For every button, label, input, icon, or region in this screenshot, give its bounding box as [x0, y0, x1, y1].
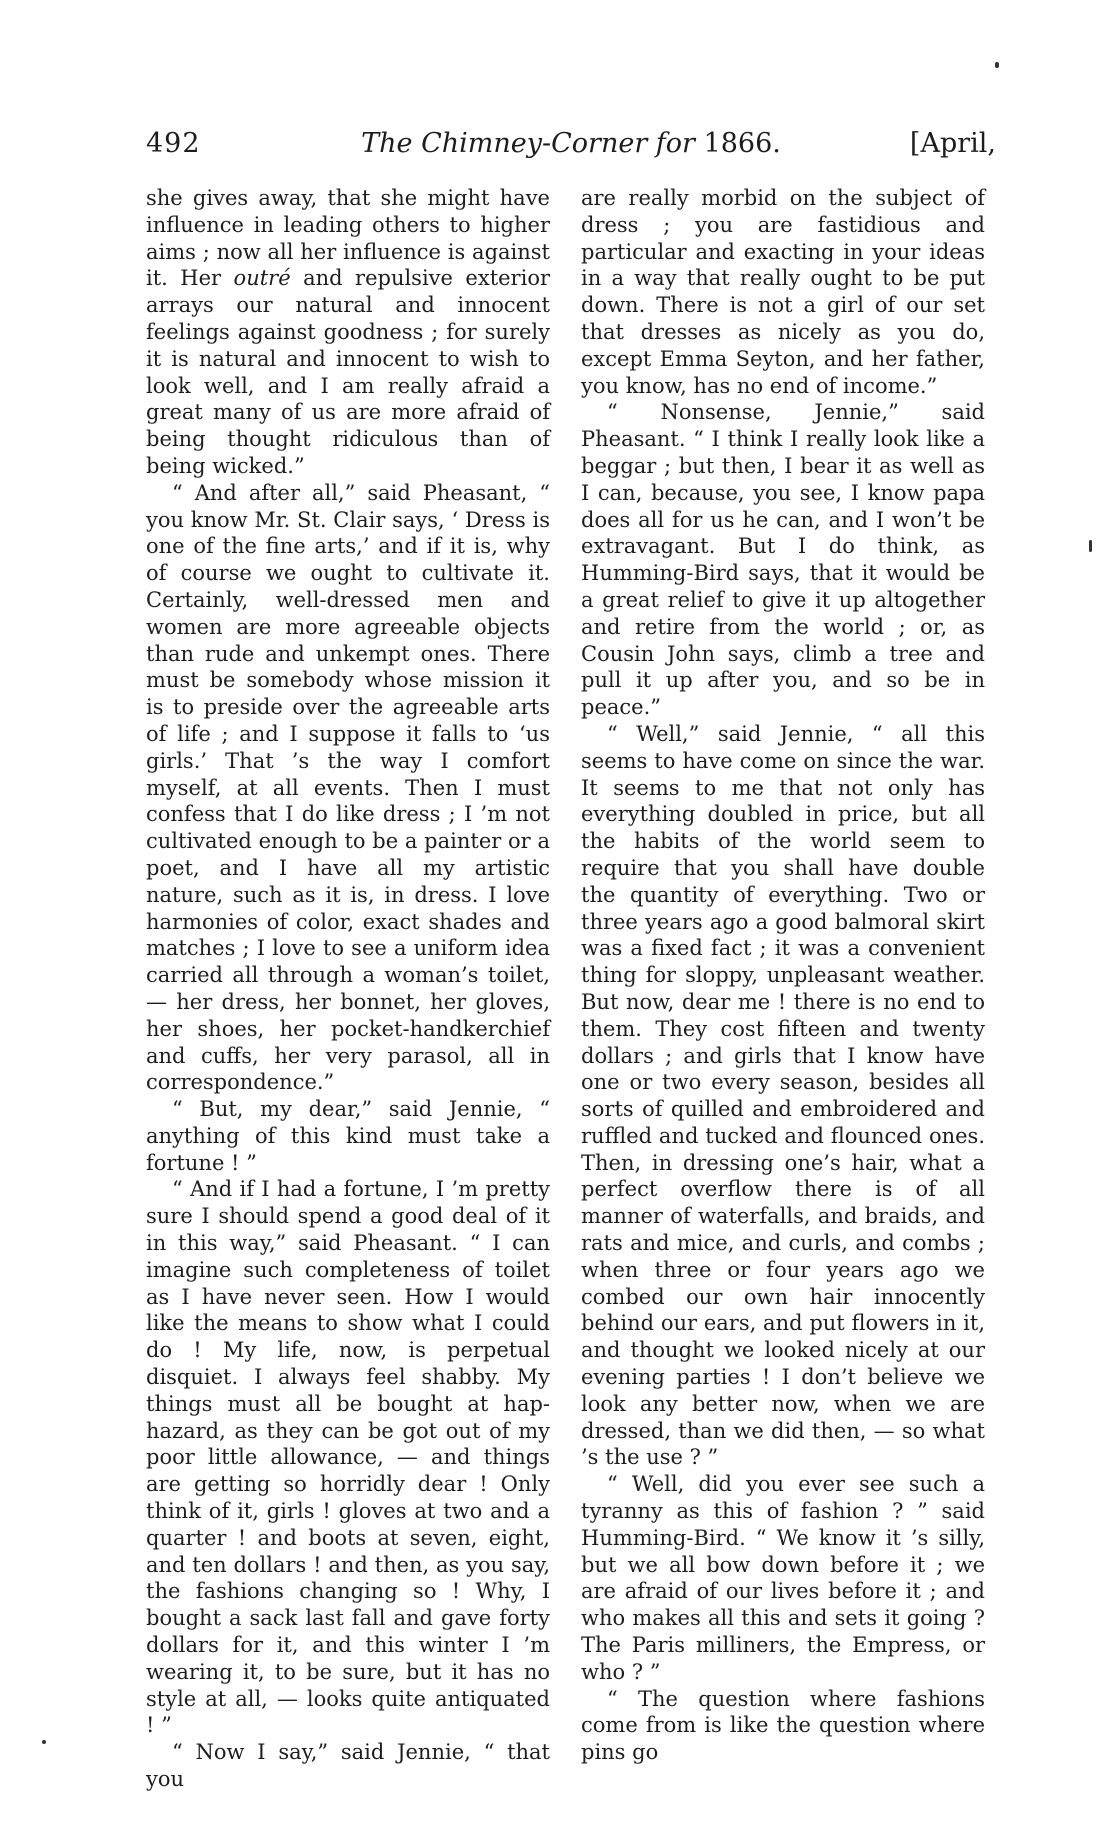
ink-speck — [42, 1740, 46, 1744]
ink-speck — [995, 62, 999, 68]
paragraph: “ And if I had a fortune, I ’m pretty sure I should spend a good deal of it in this way,” said Pheasant. “ I can imagine such completeness of toilet as I have never seen. How I would like the means to show what I could do ! My life, now, is perpetual disquiet. I always feel shabby. My things must all be bought at hap-hazard, as they can be got out of my poor little allowance, — and things are getting so horridly dear ! Only think of it, girls ! gloves at two and a quarter ! and boots at seven, eight, and ten dollars ! and then, as you say, the fashions changing so ! Why, I bought a sack last fall and gave forty dollars for it, and this winter I ’m wearing it, to be sure, but it has no style at all, — looks quite antiquated ! ” — [146, 1177, 550, 1738]
paragraph: “ But, my dear,” said Jennie, “ anything of this kind must take a fortune ! ” — [146, 1097, 550, 1175]
italic-word: outré — [233, 266, 291, 291]
ink-speck — [1089, 540, 1092, 552]
paragraph: “ Nonsense, Jennie,” said Pheasant. “ I think I really look like a beggar ; but then, I bear it as well as I can, because, you see, I know papa does all for us he can, and I won’t be extravagant. But I do think, as Humming-Bird says, that it would be a great relief to give it up altogether and retire from the world ; or, as Cousin John says, climb a tree and pull it up after you, and so be in peace.” — [581, 400, 985, 720]
paragraph: “ Now I say,” said Jennie, “ that you — [146, 1740, 550, 1792]
running-header — [146, 128, 996, 168]
paragraph: “ Well,” said Jennie, “ all this seems to have come on since the war. It seems to me that not only has everything doubled in price, but all the habits of the world seem to require that you shall have double the quantity of everything. Two or three years ago a good balmoral skirt was a fixed fact ; it was a convenient thing for sloppy, unpleasant weather. But now, dear me ! there is no end to them. They cost fifteen and twenty dollars ; and girls that I know have one or two every season, besides all sorts of quilled and embroidered and ruffled and tucked and flounced ones. Then, in dressing one’s hair, what a perfect overflow there is of all manner of waterfalls, and braids, and rats and mice, and curls, and combs ; when three or four years ago we combed our own hair innocently behind our ears, and put flowers in it, and thought we looked nicely at our evening parties ! I don’t believe we look any better now, when we are dressed, than we did then, — so what ’s the use ? ” — [581, 721, 985, 1470]
paragraph-text: she gives away, that she might have influence in leading others to higher aims ; now all her influence is against it. Her — [146, 186, 550, 291]
paragraph-text: and repulsive exterior arrays our natural and innocent feelings against goodness ; for surely it is natural and innocent to wish to look well, and I am really afraid a great many of us are more afraid of being thought ridiculous than of being wicked.” — [146, 266, 550, 478]
right-column — [581, 185, 985, 1766]
left-column — [146, 185, 550, 1793]
page-number: 492 — [146, 128, 201, 159]
paragraph: are really morbid on the subject of dress ; you are fastidious and particular and exacting in your ideas in a way that really ought to be put down. There is not a girl of our set that dresses as nicely as you do, except Emma Seyton, and her father, you know, has no end of income.” — [581, 186, 985, 398]
running-title — [146, 128, 996, 159]
paragraph: “ Well, did you ever see such a tyranny as this of fashion ? ” said Humming-Bird. “ We know it ’s silly, but we all bow down before it ; we are afraid of our lives before it ; and who makes all this and sets it going ? The Paris milliners, the Empress, or who ? ” — [581, 1472, 985, 1684]
running-title-year: 1866. — [703, 128, 781, 159]
running-title-italic: The Chimney-Corner for — [361, 128, 695, 159]
paragraph — [146, 185, 550, 480]
paragraph: “ The question where fashions come from is like the question where pins go — [581, 1686, 985, 1765]
paragraph: “ And after all,” said Pheasant, “ you know Mr. St. Clair says, ‘ Dress is one of the fine arts,’ and if it is, why of course we ought to cultivate it. Certainly, well-dressed men and women are more agreeable objects than rude and unkempt ones. There must be somebody whose mission it is to preside over the agreeable arts of life ; and I suppose it falls to ‘us girls.’ That ’s the way I comfort myself, at all events. Then I must confess that I do like dress ; I ’m not cultivated enough to be a painter or a poet, and I have all my artistic nature, such as it is, in dress. I love harmonies of color, exact shades and matches ; I love to see a uniform idea carried all through a woman’s toilet, — her dress, her bonnet, her gloves, her shoes, her pocket-handkerchief and cuffs, her very parasol, all in correspondence.” — [146, 480, 550, 1095]
running-month: [April, — [909, 128, 996, 159]
